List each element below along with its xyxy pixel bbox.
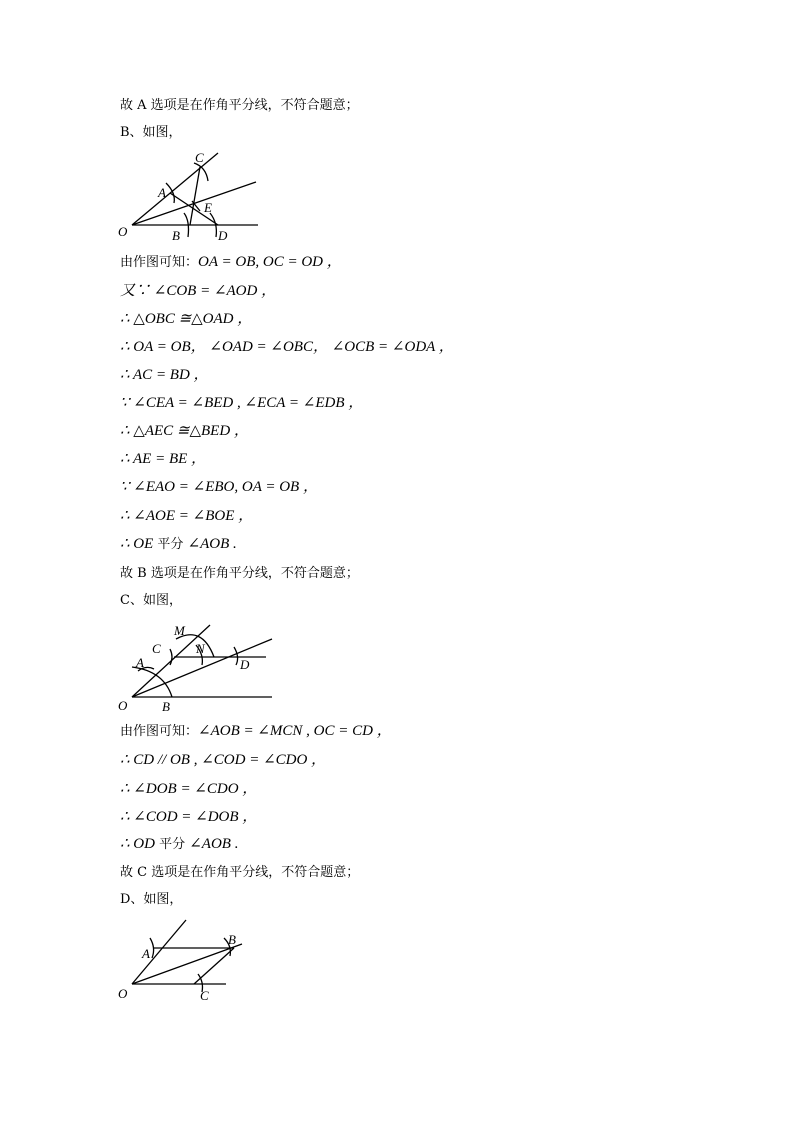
text-line: ∴ ∠COD = ∠DOB ， [120,809,258,825]
label-b: B [162,699,170,714]
text-line: 由作图可知：∠AOB = ∠MCN , OC = CD ， [120,723,392,739]
label-b: B [172,228,180,243]
label-o: O [118,224,128,239]
text-line: ∴ ∠AOE = ∠BOE ， [120,508,254,524]
text-line: ∴ CD // OB , ∠COD = ∠CDO ， [120,752,327,768]
figure-d-diagram [110,912,270,1007]
text-line: 故 B 选项是在作角平分线，不符合题意； [120,566,359,581]
label-c: C [152,641,161,656]
label-m: M [174,623,185,638]
label-b: B [228,932,236,947]
text-line: ∵ ∠EAO = ∠EBO, OA = OB ， [120,479,318,495]
label-o: O [118,698,128,713]
text-line: ∴ AE = BE ， [120,451,207,467]
text-line: 故 C 选项是在作角平分线，不符合题意； [120,865,360,880]
label-a: A [158,185,166,200]
text-line: ∴ ∠DOB = ∠CDO ， [120,781,258,797]
text-line: ∴ OA = OB， ∠OAD = ∠OBC， ∠OCB = ∠ODA ， [120,339,454,355]
figure-b-diagram [110,145,270,245]
text-line: 故 A 选项是在作角平分线，不符合题意； [120,98,359,113]
text-line: C、如图， [120,593,182,608]
text-line: ∴ △AEC ≅△BED ， [120,423,249,439]
label-a: A [136,655,144,670]
text-line: ∴ △OBC ≅△OAD ， [120,311,253,327]
label-a: A [142,946,150,961]
label-d: D [240,657,250,672]
label-d: D [218,228,228,243]
text-line: ∴ OD 平分 ∠AOB . [120,836,239,852]
text-line: ∴ AC = BD ， [120,367,209,383]
label-o: O [118,986,128,1001]
text-line: D、如图， [120,892,183,907]
figure-c-diagram [110,615,290,715]
text-line: B、如图， [120,125,182,140]
text-line: ∴ OE 平分 ∠AOB . [120,536,237,552]
label-c: C [195,150,204,165]
label-e: E [204,200,212,215]
text-line: 又∵ ∠COB = ∠AOD ， [120,283,277,299]
text-line: 由作图可知：OA = OB, OC = OD ， [120,254,342,270]
label-c: C [200,988,209,1003]
label-n: N [196,641,205,656]
text-line: ∵ ∠CEA = ∠BED , ∠ECA = ∠EDB ， [120,395,364,411]
